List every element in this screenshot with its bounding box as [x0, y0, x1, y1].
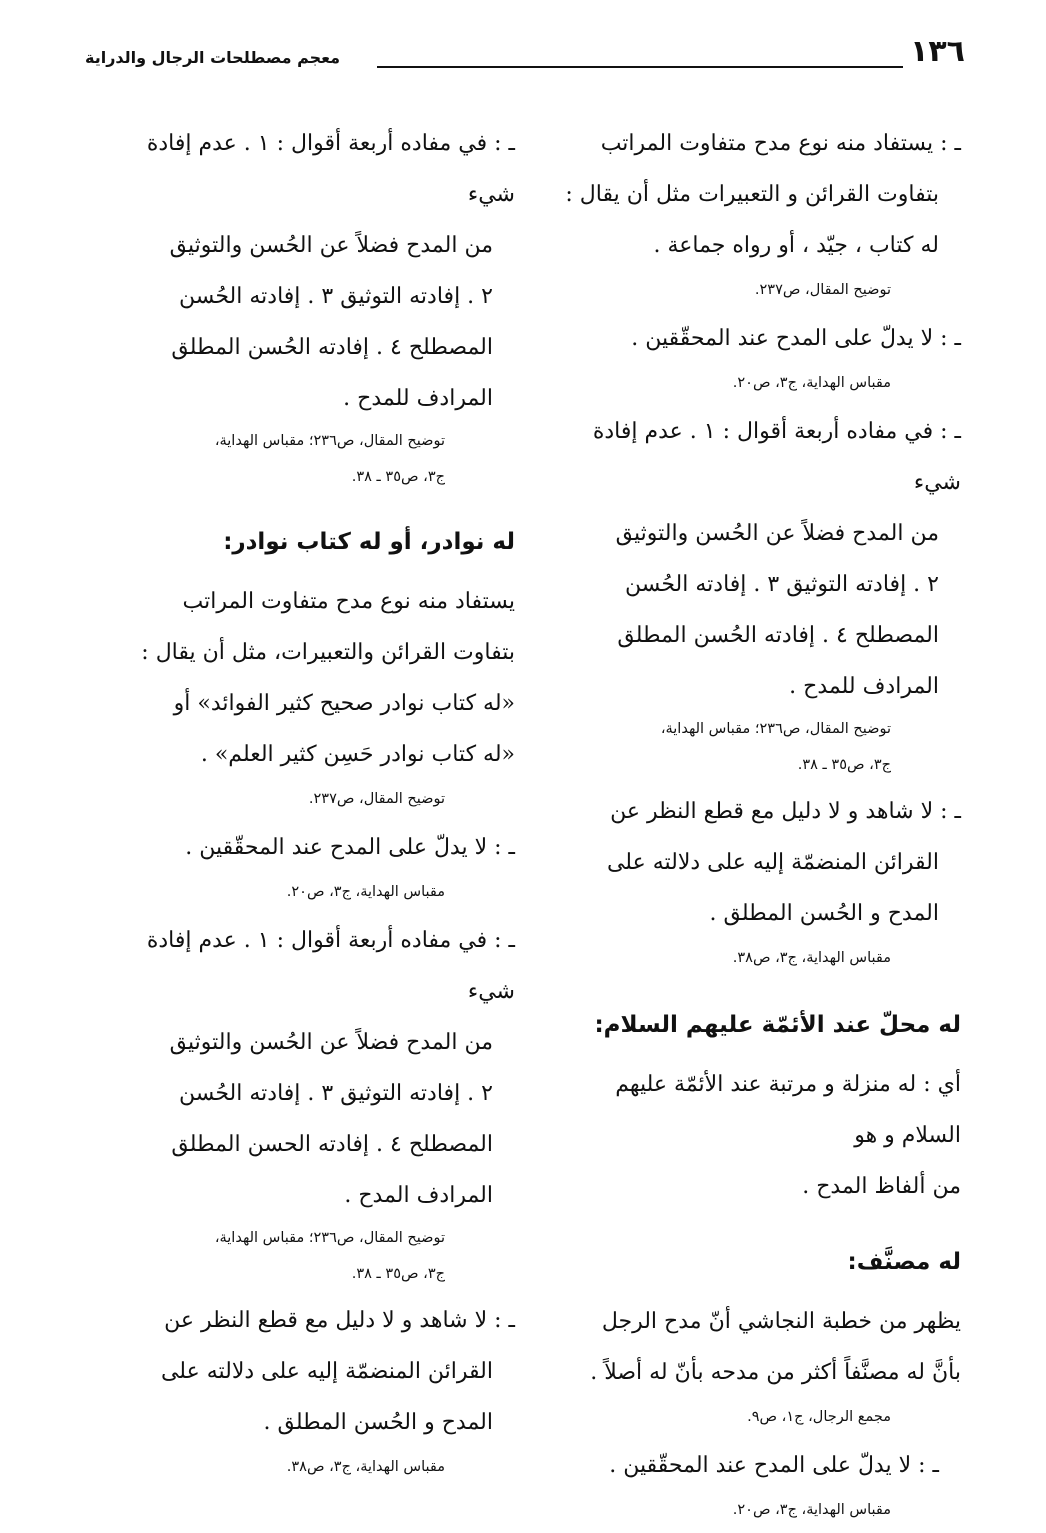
entry [100, 822, 515, 909]
entry-line: المرادف للمدح . [789, 674, 939, 699]
source-citation: توضيح المقال، ص٢٣٦؛ مقباس الهداية، [214, 433, 445, 449]
paragraph-line: من ألفاظ المدح . [802, 1174, 961, 1199]
page-header [85, 34, 965, 76]
entry-line: من المدح فضلاً عن الحُسن والتوثيق [169, 233, 493, 258]
entry-line: ـ : لا يدلّ على المدح عند المحقّقين . [609, 1453, 939, 1478]
source-citation: ج٣، ص٣٥ ـ ٣٨. [351, 469, 445, 485]
entry-line: ـ : لا شاهد و لا دليل مع قطع النظر عن [610, 799, 961, 824]
running-title: معجم مصطلحات الرجال والدراية [85, 48, 341, 67]
entry-line: القرائن المنضمّة إليه على دلالته على [160, 1359, 493, 1384]
entry-line: المصطلح ٤ . إفادته الحُسن المطلق [171, 335, 493, 360]
paragraph-line: أي : له منزلة و مرتبة عند الأئمّة عليهم السلام و هو [615, 1072, 961, 1148]
term-heading: له محلّ عند الأئمّة عليهم السلام: [594, 1012, 961, 1038]
entry-line: ـ : لا يدلّ على المدح عند المحقّقين . [185, 835, 515, 860]
entry [551, 1440, 961, 1527]
entry-line: المدح و الحُسن المطلق . [263, 1410, 493, 1435]
entry [551, 786, 961, 975]
entry-line: ٢ . إفادته التوثيق ٣ . إفادته الحُسن [624, 572, 939, 597]
entry [551, 406, 961, 780]
right-column [551, 118, 961, 1533]
entry [100, 118, 515, 492]
paragraph-line: «له كتاب نوادر صحيح كثير الفوائد» أو [173, 691, 515, 716]
source-citation: مقباس الهداية، ج٣، ص٢٠. [732, 375, 891, 391]
entry [551, 118, 961, 307]
entry [100, 915, 515, 1289]
entry-line: ـ : لا شاهد و لا دليل مع قطع النظر عن [164, 1308, 515, 1333]
entry-line: المصطلح ٤ . إفادته الحُسن المطلق [617, 623, 939, 648]
source-citation: مقباس الهداية، ج٣، ص٣٨. [732, 950, 891, 966]
entry-line: ـ : لا يدلّ على المدح عند المحقّقين . [631, 326, 961, 351]
page-number: ١٣٦ [910, 34, 965, 69]
source-citation: توضيح المقال، ص٢٣٧. [308, 791, 445, 807]
entry-line: ٢ . إفادته التوثيق ٣ . إفادته الحُسن [178, 284, 493, 309]
source-citation: توضيح المقال، ص٢٣٦؛ مقباس الهداية، [660, 721, 891, 737]
header-rule [377, 66, 903, 68]
source-citation: مجمع الرجال، ج١، ص٩. [747, 1409, 891, 1425]
entry-line: ـ : يستفاد منه نوع مدح متفاوت المراتب [600, 131, 961, 156]
entry-line: المرادف للمدح . [343, 386, 493, 411]
entry-line: له كتاب ، جيّد ، أو رواه جماعة . [653, 233, 939, 258]
entry-line: بتفاوت القرائن و التعبيرات مثل أن يقال : [565, 182, 939, 207]
entry-line: القرائن المنضمّة إليه على دلالته على [606, 850, 939, 875]
entry-line: ـ : في مفاده أربعة أقوال : ١ . عدم إفادة شيء [146, 928, 515, 1004]
entry-line: المرادف المدح . [344, 1183, 493, 1208]
entry-line: من المدح فضلاً عن الحُسن والتوثيق [615, 521, 939, 546]
term-heading: له مصنَّف: [847, 1249, 961, 1275]
source-citation: توضيح المقال، ص٢٣٧. [754, 282, 891, 298]
paragraph-line: «له كتاب نوادر حَسِن كثير العلم» . [200, 742, 515, 767]
source-citation: ج٣، ص٣٥ ـ ٣٨. [351, 1266, 445, 1282]
source-citation: مقباس الهداية، ج٣، ص٢٠. [286, 884, 445, 900]
entry-line: المدح و الحُسن المطلق . [709, 901, 939, 926]
source-citation: مقباس الهداية، ج٣، ص٢٠. [732, 1502, 891, 1518]
entry [551, 313, 961, 400]
source-citation: مقباس الهداية، ج٣، ص٣٨. [286, 1459, 445, 1475]
left-column [100, 118, 515, 1490]
paragraph-line: بتفاوت القرائن والتعبيرات، مثل أن يقال : [141, 640, 515, 665]
entry-line: ٢ . إفادته التوثيق ٣ . إفادته الحُسن [178, 1081, 493, 1106]
source-citation: توضيح المقال، ص٢٣٦؛ مقباس الهداية، [214, 1230, 445, 1246]
entry-line: ـ : في مفاده أربعة أقوال : ١ . عدم إفادة شيء [146, 131, 515, 207]
source-citation: ج٣، ص٣٥ ـ ٣٨. [797, 757, 891, 773]
paragraph-line: بأنَّ له مصنَّفاً أكثر من مدحه بأنّ له أصلاً . [590, 1360, 961, 1385]
entry [100, 1295, 515, 1484]
entry-line: ـ : في مفاده أربعة أقوال : ١ . عدم إفادة شيء [592, 419, 961, 495]
entry-line: المصطلح ٤ . إفادته الحسن المطلق [171, 1132, 493, 1157]
paragraph-line: يظهر من خطبة النجاشي أنّ مدح الرجل [601, 1309, 961, 1334]
entry-line: من المدح فضلاً عن الحُسن والتوثيق [169, 1030, 493, 1055]
paragraph-line: يستفاد منه نوع مدح متفاوت المراتب [182, 589, 515, 614]
term-heading: له نوادر، أو له كتاب نوادر: [223, 529, 515, 555]
